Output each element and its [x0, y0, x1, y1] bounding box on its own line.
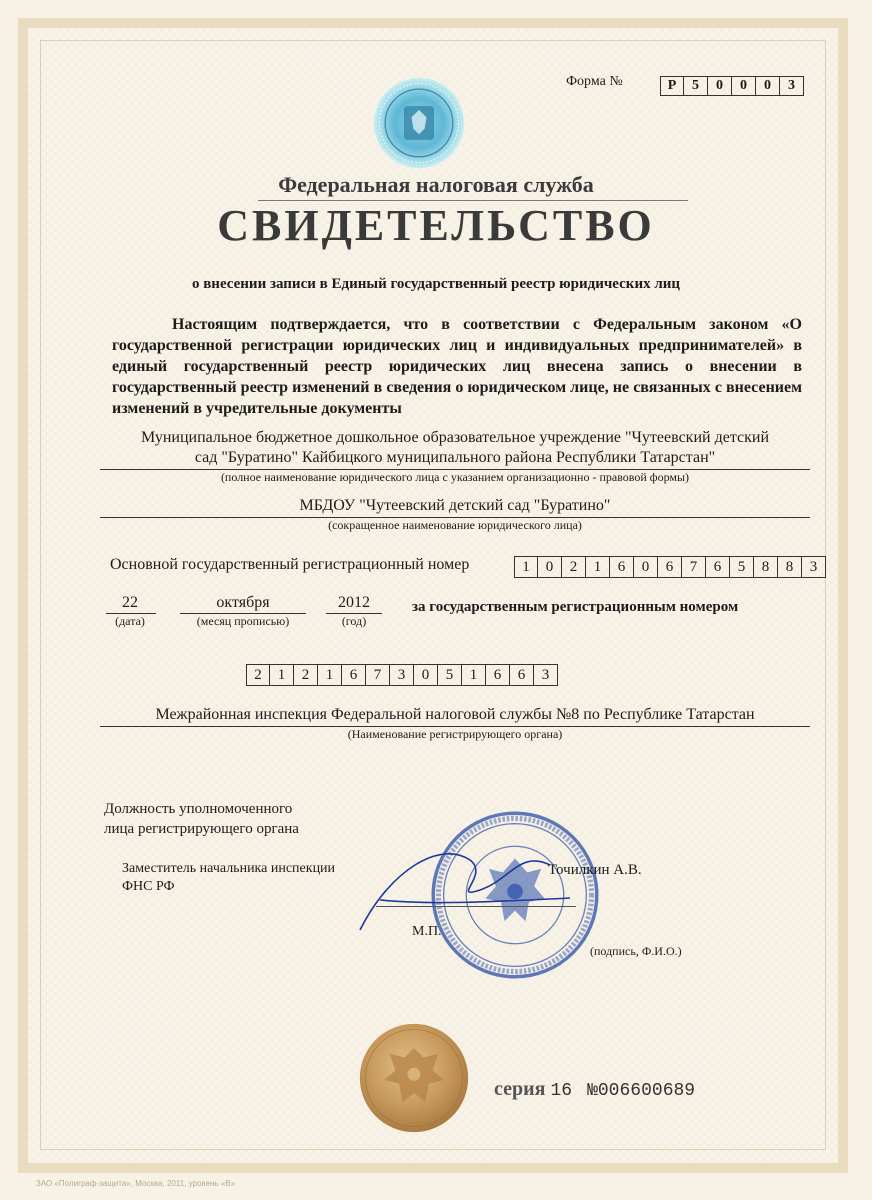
grn-digit: 6: [342, 664, 366, 686]
grn-digit: 1: [270, 664, 294, 686]
ogrn-digit: 0: [538, 556, 562, 578]
grn-digit: 2: [246, 664, 270, 686]
form-digit: 0: [732, 76, 756, 96]
printer-footer: ЗАО «Полиграф-защита», Москва, 2011, уровень «В»: [36, 1179, 236, 1188]
ogrn-digit: 6: [610, 556, 634, 578]
entity-full-name: [100, 428, 810, 468]
handwritten-signature-icon: [350, 830, 580, 940]
ogrn-cells: [514, 556, 826, 578]
day-caption: (дата): [115, 614, 145, 628]
ogrn-label: Основной государственный регистрационный номер: [110, 556, 470, 573]
grn-digit: 1: [462, 664, 486, 686]
month-caption: (месяц прописью): [196, 614, 290, 628]
issuing-service: Федеральная налоговая служба: [278, 172, 594, 197]
signer-name: Точилкин А.В.: [548, 862, 642, 878]
ogrn-digit: 5: [730, 556, 754, 578]
grn-digit: 1: [318, 664, 342, 686]
form-digit: 0: [756, 76, 780, 96]
short-name-caption: (сокращенное наименование юридического лица): [328, 518, 582, 532]
form-number-cells: [660, 76, 804, 96]
series-label: серия: [494, 1078, 546, 1100]
hologram-emblem-icon: [372, 76, 466, 170]
position-label-line: Должность уполномоченного: [104, 801, 293, 817]
date-day: 22: [122, 594, 138, 611]
date-month: октября: [216, 594, 270, 611]
grn-digit: 6: [510, 664, 534, 686]
ogrn-digit: 3: [802, 556, 826, 578]
full-name-line: Муниципальное бюджетное дошкольное образовательное учреждение "Чутеевский детский: [140, 429, 769, 446]
ogrn-digit: 8: [754, 556, 778, 578]
form-digit: 3: [780, 76, 804, 96]
statement-paragraph: [112, 314, 802, 419]
ogrn-digit: 8: [778, 556, 802, 578]
signature-line: [376, 906, 576, 907]
full-name-caption: (полное наименование юридического лица с указанием организационно - правовой формы): [220, 470, 690, 484]
ogrn-digit: 2: [562, 556, 586, 578]
grn-digit: 6: [486, 664, 510, 686]
signer-position: [122, 860, 335, 896]
form-digit: 0: [708, 76, 732, 96]
document-subtitle: о внесении записи в Единый государственный реестр юридических лиц: [191, 276, 681, 292]
position-label-line: лица регистрирующего органа: [104, 821, 299, 837]
seal-place-label: М.П.: [412, 924, 442, 939]
ogrn-digit: 7: [682, 556, 706, 578]
ogrn-digit: 1: [586, 556, 610, 578]
grn-digit: 2: [294, 664, 318, 686]
grn-cells: [246, 664, 558, 686]
form-label: Форма №: [566, 74, 623, 89]
authority-caption: (Наименование регистрирующего органа): [347, 727, 563, 741]
form-digit: Р: [660, 76, 684, 96]
blank-number: №006600689: [587, 1081, 696, 1101]
entity-short-name: МБДОУ "Чутеевский детский сад "Буратино": [299, 497, 611, 514]
blank-series: [494, 1078, 695, 1101]
grn-digit: 7: [366, 664, 390, 686]
form-digit: 5: [684, 76, 708, 96]
date-year: 2012: [338, 594, 370, 611]
year-caption: (год): [341, 614, 367, 628]
full-name-line: сад "Буратино" Кайбицкого муниципального района Республики Татарстан": [194, 449, 716, 466]
position-line: Заместитель начальника инспекции: [122, 861, 336, 876]
position-line: ФНС РФ: [122, 879, 175, 894]
signature-caption: (подпись, Ф.И.О.): [590, 944, 682, 958]
registering-authority: Межрайонная инспекция Федеральной налоговой службы №8 по Республике Татарстан: [155, 706, 755, 723]
grn-label: за государственным регистрационным номером: [412, 599, 739, 615]
grn-digit: 0: [414, 664, 438, 686]
document-title: СВИДЕТЕЛЬСТВО: [217, 201, 655, 250]
position-label: [104, 799, 299, 839]
grn-digit: 3: [534, 664, 558, 686]
grn-digit: 5: [438, 664, 462, 686]
series-value: 16: [550, 1081, 573, 1101]
ogrn-digit: 0: [634, 556, 658, 578]
ogrn-digit: 6: [706, 556, 730, 578]
grn-digit: 3: [390, 664, 414, 686]
ogrn-digit: 6: [658, 556, 682, 578]
statement-text: Настоящим подтверждается, что в соответствии с Федеральным законом «О государственной регистрации юридических лиц и индивидуальных предпринимателей» в единый государственный реестр юридических лиц внесена запись о внесении в государственный реестр изменений в сведения о юридическом лице, не связанных с внесением изменений в учредительные документы: [112, 316, 802, 417]
ogrn-digit: 1: [514, 556, 538, 578]
gold-eagle-seal-icon: [358, 1022, 470, 1134]
